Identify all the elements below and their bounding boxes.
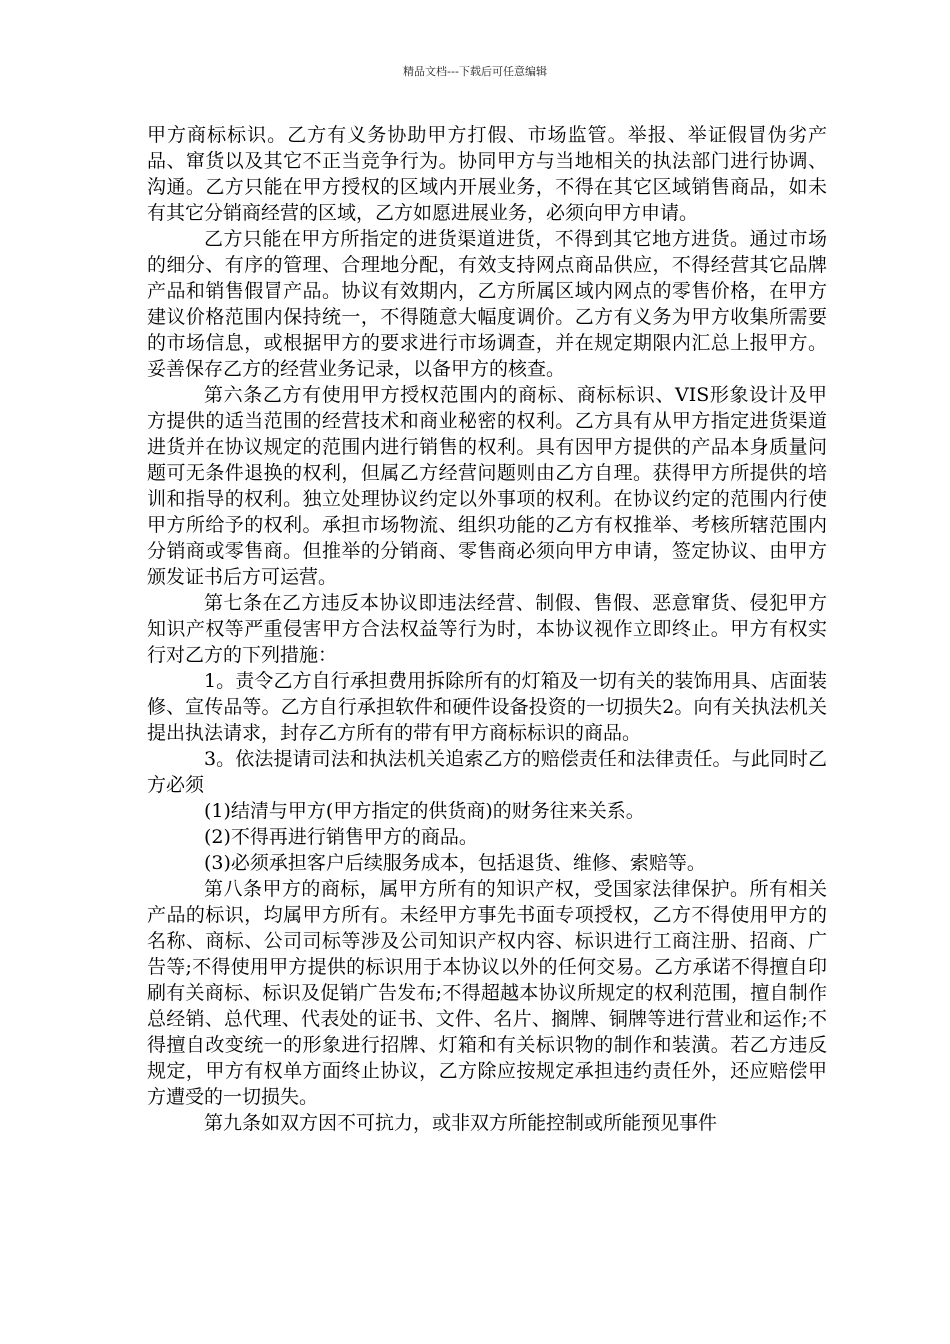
paragraph-article-8: 第八条甲方的商标，属甲方所有的知识产权，受国家法律保护。所有相关产品的标识，均属甲方所有。未经甲方事先书面专项授权，乙方不得使用甲方的名称、商标、公司司标等涉及公司知识产权内容、标识进行工商注册、招商、广告等;不得使用甲方提供的标识用于本协议以外的任何交易。乙方承诺不得擅自印刷有关商标、标识及促销广告发布;不得超越本协议所规定的权利范围，擅自制作总经销、总代理、代表处的证书、文件、名片、搁牌、铜牌等进行营业和运作;不得擅自改变统一的形象进行招牌、灯箱和有关标识物的制作和装潢。若乙方违反规定，甲方有权单方面终止协议，乙方除应按规定承担违约责任外，还应赔偿甲方遭受的一切损失。: [147, 878, 827, 1108]
paragraph-article-7: 第七条在乙方违反本协议即违法经营、制假、售假、恶意窜货、侵犯甲方知识产权等严重侵害甲方合法权益等行为时，本协议视作立即终止。甲方有权实行对乙方的下列措施：: [147, 592, 827, 666]
paragraph-purchase-channel: 乙方只能在甲方所指定的进货渠道进货，不得到其它地方进货。通过市场的细分、有序的管理、合理地分配，有效支持网点商品供应，不得经营其它品牌产品和销售假冒产品。协议有效期内，乙方所属区域内网点的零售价格，在甲方建议价格范围内保持统一，不得随意大幅度调价。乙方有义务为甲方收集所需要的市场信息，或根据甲方的要求进行市场调查，并在规定期限内汇总上报甲方。妥善保存乙方的经营业务记录，以备甲方的核查。: [147, 228, 827, 380]
paragraph-item-1: (1)结清与甲方(甲方指定的供货商)的财务往来关系。: [204, 800, 645, 822]
paragraph-continuation: 甲方商标标识。乙方有义务协助甲方打假、市场监管。举报、举证假冒伪劣产品、窜货以及其它不正当竞争行为。协同甲方与当地相关的执法部门进行协调、沟通。乙方只能在甲方授权的区域内开展业务，不得在其它区域销售商品，如未有其它分销商经营的区域，乙方如愿进展业务，必须向甲方申请。: [147, 124, 827, 224]
paragraph-article-6: 第六条乙方有使用甲方授权范围内的商标、商标标识、VIS形象设计及甲方提供的适当范围的经营技术和商业秘密的权利。乙方具有从甲方指定进货渠道进货并在协议规定的范围内进行销售的权利。具有因甲方提供的产品本身质量问题可无条件退换的权利，但属乙方经营问题则由乙方自理。获得甲方所提供的培训和指导的权利。独立处理协议约定以外事项的权利。在协议约定的范围内行使甲方所给予的权利。承担市场物流、组织功能的乙方有权推举、考核所辖范围内分销商或零售商。但推举的分销商、零售商必须向甲方申请，签定协议、由甲方颁发证书后方可运营。: [147, 384, 827, 588]
document-body: [147, 122, 827, 1136]
paragraph-measure-1-2: 1。责令乙方自行承担费用拆除所有的灯箱及一切有关的装饰用具、店面装修、宣传品等。乙方自行承担软件和硬件设备投资的一切损失2。向有关执法机关提出执法请求，封存乙方所有的带有甲方商标标识的商品。: [147, 670, 827, 744]
paragraph-article-9: 第九条如双方因不可抗力，或非双方所能控制或所能预见事件: [204, 1112, 718, 1134]
paragraph-item-2: (2)不得再进行销售甲方的商品。: [204, 826, 478, 848]
paragraph-measure-3: 3。依法提请司法和执法机关追索乙方的赔偿责任和法律责任。与此同时乙方必须: [147, 748, 827, 796]
page-header: 精品文档---下载后可任意编辑: [403, 65, 547, 78]
paragraph-item-3: (3)必须承担客户后续服务成本，包括退货、维修、索赔等。: [204, 852, 706, 874]
